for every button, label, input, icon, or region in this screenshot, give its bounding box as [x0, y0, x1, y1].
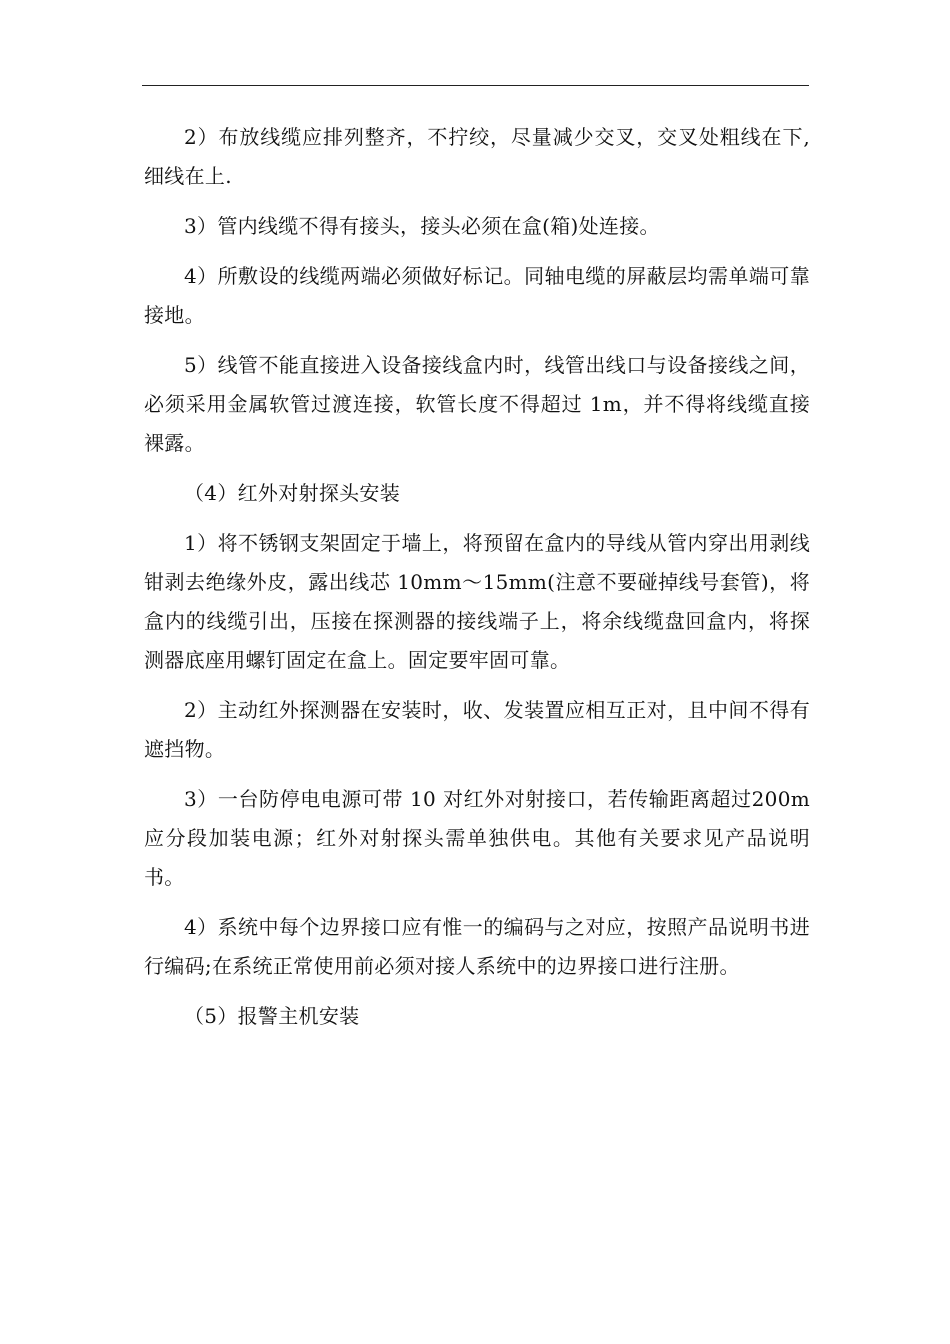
section-heading-alarm-host: （5）报警主机安装 — [184, 1004, 360, 1028]
paragraph-detector-alignment: 2）主动红外探测器在安装时，收、发装置应相互正对，且中间不得有遮挡物。 — [144, 698, 810, 761]
paragraph-cable-marking: 4）所敷设的线缆两端必须做好标记。同轴电缆的屏蔽层均需单端可靠接地。 — [144, 264, 810, 327]
section-heading-infrared-detector: （4）红外对射探头安装 — [184, 481, 401, 505]
paragraph-coding-registration: 4）系统中每个边界接口应有惟一的编码与之对应，按照产品说明书进行编码;在系统正常使用前必须对接人系统中的边界接口进行注册。 — [144, 915, 810, 978]
paragraph-no-joints: 3）管内线缆不得有接头，接头必须在盒(箱)处连接。 — [184, 214, 660, 238]
header-rule — [142, 85, 809, 86]
document-body — [144, 118, 810, 1047]
paragraph-cable-layout: 2）布放线缆应排列整齐，不拧绞，尽量减少交叉，交叉处粗线在下,细线在上. — [144, 125, 810, 188]
paragraph-power-supply: 3）一台防停电电源可带 10 对红外对射接口，若传输距离超过200m 应分段加装电源；红外对射探头需单独供电。其他有关要求见产品说明书。 — [144, 787, 810, 889]
paragraph-flexible-conduit: 5）线管不能直接进入设备接线盒内时，线管出线口与设备接线之间，必须采用金属软管过渡连接，软管长度不得超过 1m，并不得将线缆直接裸露。 — [144, 353, 810, 455]
paragraph-bracket-installation: 1）将不锈钢支架固定于墙上，将预留在盒内的导线从管内穿出用剥线钳剥去绝缘外皮，露出线芯 10mm～15mm(注意不要碰掉线号套管)，将盒内的线缆引出，压接在探测器的接线端子上，将余线缆盘回盒内，将探测器底座用螺钉固定在盒上。固定要牢固可靠。 — [144, 531, 810, 672]
